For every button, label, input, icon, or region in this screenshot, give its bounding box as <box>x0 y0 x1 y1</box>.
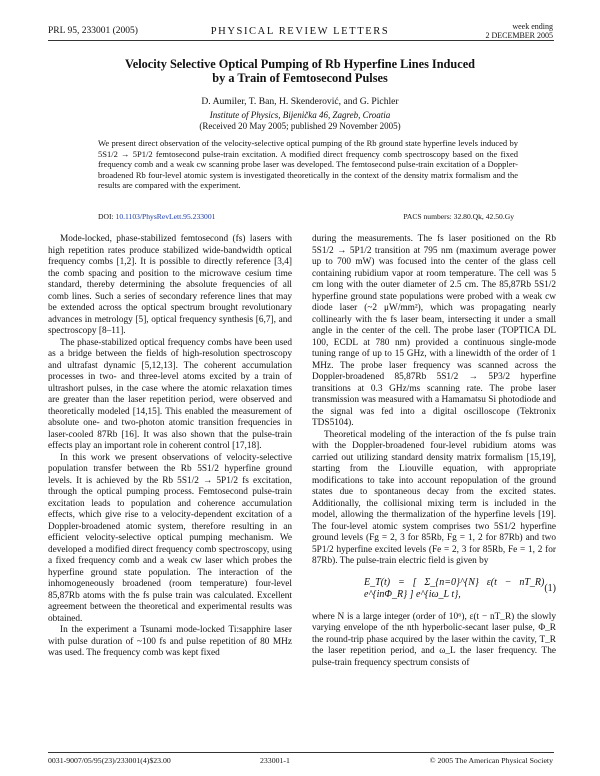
issue-date-block <box>485 22 553 40</box>
footer-code: 0031-9007/05/95(23)/233001(4)$23.00 <box>48 756 171 765</box>
pacs-numbers: PACS numbers: 32.80.Qk, 42.50.Gy <box>403 212 514 221</box>
author-list: D. Aumiler, T. Ban, H. Skenderović, and G. Pichler <box>201 96 399 107</box>
doi-label: DOI: <box>98 212 114 221</box>
body-paragraph: Theoretical modeling of the interaction of the fs pulse train with the Doppler-broadened four-level rubidium atoms was carried out utilizing standard density matrix formalism [15,19], starting from the Liouville equation, with appropriate modifications to take into account repopulation of the ground states due to spontaneous decay from the excited states. Additionally, the collisional mixing term is included in the model, allowing the thermalization of the hyperfine levels [19]. The four-level atomic system comprises two 5S1/2 hyperfine ground levels (Fg = 2, 3 for 85Rb, Fg = 1, 2 for 87Rb) and two 5P1/2 hyperfine excited levels (Fe = 2, 3 for 85Rb, Fe = 1, 2 for 87Rb). The pulse-train electric field is given by <box>312 429 556 566</box>
page-number: 233001-1 <box>260 756 290 765</box>
equation-number: (1) <box>544 582 556 594</box>
title-line-2: by a Train of Femtosecond Pulses <box>212 71 388 85</box>
week-ending-label: week ending <box>512 22 553 31</box>
journal-name: PHYSICAL REVIEW LETTERS <box>210 26 390 37</box>
title-line-1: Velocity Selective Optical Pumping of Rb Hyperfine Lines Induced <box>124 57 475 71</box>
doi-link[interactable]: 10.1103/PhysRevLett.95.233001 <box>115 212 216 221</box>
body-paragraph: during the measurements. The fs laser positioned on the Rb 5S1/2 → 5P1/2 transition at 795 nm (maximum average power up to 700 mW) was focused into the center of the glass cell containing rubidium vapor at room temperature. The cell was 5 cm long with the outer diameter of 2.5 cm. The 85,87Rb 5S1/2 hyperfine ground state populations were probed with a weak cw diode laser (~2 μW/mm²), which was propagating nearly collinearly with the fs laser beam, intersecting it under a small angle in the center of the cell. The probe laser (TOPTICA DL 100, ECDL at 780 nm) provided a continuous single-mode tuning range of up to 15 GHz, with a linewidth of the order of 1 MHz. The probe laser frequency was scanned across the Doppler-broadened 85,87Rb 5S1/2 → 5P3/2 hyperfine transitions at 0.3 GHz/ms scanning rate. The probe laser transmission was measured with a Hamamatsu Si photodiode and the signal was fed into a digital oscilloscope (Tektronix TDS5104). <box>312 234 556 428</box>
equation-1 <box>312 572 556 606</box>
header-rule <box>48 40 554 41</box>
body-paragraph: The phase-stabilized optical frequency combs have been used as a bridge between the fields of high-resolution spectroscopy and ultrafast dynamic [5,12,13]. The coherent accumulation processes in two- and three-level atoms excited by a train of ultrashort pulses, in the case where the atomic relaxation times are greater than the laser repetition period, were observed and theoretically modeled [14,15]. This enabled the measurement of absolute one- and two-photon atomic transition frequencies in laser-cooled 87Rb [16]. It was also shown that the pulse-train effects play an important role in coherent control [17,18]. <box>48 337 292 451</box>
body-paragraph: Mode-locked, phase-stabilized femtosecond (fs) lasers with high repetition rates produce stabilized wide-bandwidth optical frequency combs [1,2]. It is possible to directly reference [3,4] the comb spacing and position to the microwave cesium time standard, thereby determining the absolute frequencies of all comb lines. Such a series of secondary reference lines that may be extended across the optical spectrum brought revolutionary advances in metrology [5], optical frequency synthesis [6,7], and spectroscopy [8–11]. <box>48 234 292 336</box>
abstract: We present direct observation of the velocity-selective optical pumping of the Rb ground state hyperfine levels induced by 5S1/2 → 5P1/2 femtosecond pulse-train excitation. A modified direct frequency comb spectroscopy based on the fixed frequency comb and a weak cw scanning probe laser was developed. The femtosecond pulse-train excitation of a Doppler-broadened Rb four-level atomic system is investigated theoretically in the context of the density matrix formalism and the results are compared with the experiment. <box>98 138 518 191</box>
institution: Institute of Physics, Bijenička 46, Zagreb, Croatia <box>209 110 391 120</box>
left-column <box>48 234 292 660</box>
body-paragraph: In this work we present observations of velocity-selective population transfer between the Rb 5S1/2 hyperfine ground levels. It is achieved by the Rb 5S1/2 → 5P1/2 fs excitation, through the optical pumping process. Femtosecond pulse-train excitation leads to population and coherence accumulation effects, which give rise to a velocity-dependent excitation of a Doppler-broadened atomic system, therefore resulting in an efficient velocity-selective optical pumping mechanism. We developed a modified direct frequency comb spectroscopy, using a fixed frequency comb and a weak cw laser which probes the hyperfine ground state population. The interaction of the inhomogeneously broadened (room temperature) four-level 85,87Rb atoms with the fs pulse train was calculated. Excellent agreement between the theoretical and experimental results was obtained. <box>48 452 292 624</box>
doi-line <box>98 212 215 221</box>
received-dates: (Received 20 May 2005; published 29 November 2005) <box>199 121 401 131</box>
copyright: © 2005 The American Physical Society <box>429 756 553 765</box>
body-paragraph: In the experiment a Tsunami mode-locked Ti:sapphire laser with pulse duration of ~100 fs and pulse repetition of 80 MHz was used. The frequency comb was kept fixed <box>48 625 292 658</box>
issue-date: 2 DECEMBER 2005 <box>485 31 553 40</box>
body-paragraph: where N is a large integer (order of 10⁶), ε(t − nT_R) the slowly varying envelope of the nth hyperbolic-secant laser pulse, Φ_R the round-trip phase acquired by the laser within the cavity, T_R the laser repetition period, and ω_L the laser frequency. The pulse-train frequency spectrum consists of <box>312 611 556 668</box>
paper-title <box>60 57 540 85</box>
equation-body: E_T(t) = [ Σ_{n=0}^{N} ε(t − nT_R) e^{inΦ_R} ] e^{iω_L t}, <box>364 577 545 600</box>
journal-reference: PRL 95, 233001 (2005) <box>48 26 138 36</box>
footer-rule <box>48 752 554 753</box>
right-column <box>312 234 556 669</box>
